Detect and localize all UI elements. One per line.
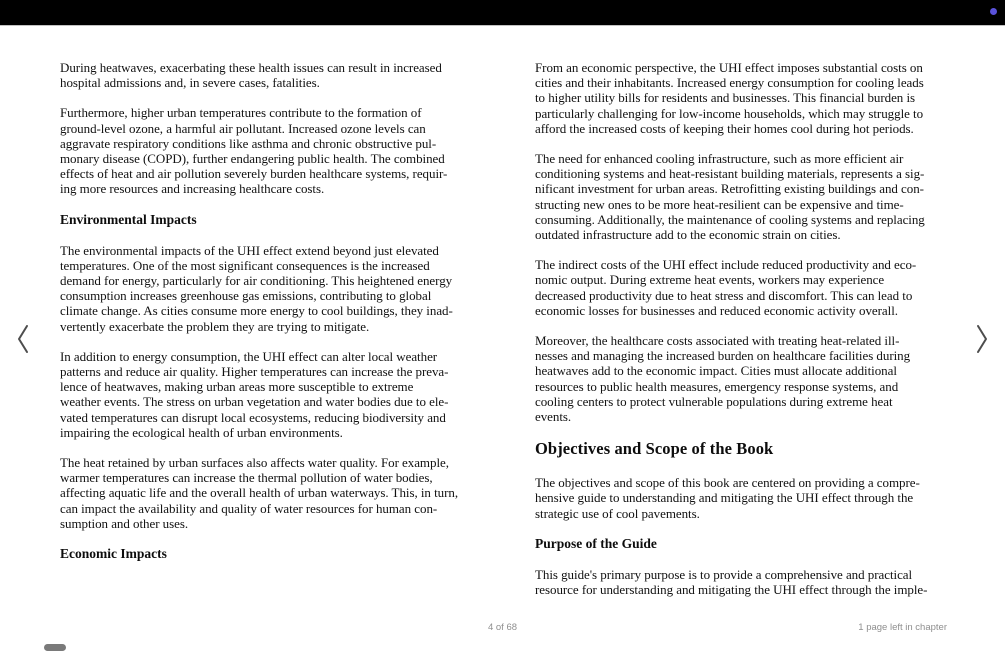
- text-line: affecting aquatic life and the overall health of urban waterways. This, in turn,: [60, 485, 459, 501]
- text-line: decreased productivity due to heat stress and discomfort. This can lead to: [535, 287, 913, 303]
- text-line: outdated infrastructure add to the economic strain on cities.: [535, 227, 841, 243]
- text-line: From an economic perspective, the UHI effect imposes substantial costs on: [535, 60, 923, 75]
- paragraph: [535, 60, 945, 136]
- previous-page-button[interactable]: [11, 322, 33, 358]
- paragraph: [60, 60, 470, 90]
- text-line: ground-level ozone, a harmful air pollutant. Increased ozone levels can: [60, 120, 426, 136]
- chapter-section-heading: Objectives and Scope of the Book: [535, 439, 774, 459]
- section-heading: Environmental Impacts: [60, 211, 197, 227]
- text-line: patterns and reduce air quality. Higher temperatures can increase the preva-: [60, 364, 449, 380]
- text-line: This guide's primary purpose is to provide a comprehensive and practical: [535, 566, 913, 582]
- text-line: ing more resources and increasing healthcare costs.: [60, 181, 325, 197]
- text-line: Moreover, the healthcare costs associated with treating heat-related ill-: [535, 333, 900, 349]
- text-line: to higher utility bills for residents and businesses. This financial burden is: [535, 90, 916, 106]
- next-page-button[interactable]: [971, 322, 993, 358]
- text-line: hospital admissions and, in severe cases, fatalities.: [60, 75, 320, 91]
- text-line: Furthermore, higher urban temperatures contribute to the formation of: [60, 105, 422, 121]
- text-line: temperatures. One of the most significant consequences is the increased: [60, 257, 430, 273]
- text-line: afford the increased costs of keeping their homes cool during hot periods.: [535, 120, 914, 136]
- text-line: conditioning systems and heat-resistant building materials, represents a sig-: [535, 166, 925, 182]
- text-line: aggravate respiratory conditions like asthma and chronic obstructive pul-: [60, 135, 437, 151]
- text-line: events.: [535, 409, 572, 425]
- text-line: The indirect costs of the UHI effect include reduced productivity and eco-: [535, 257, 917, 273]
- text-line: resources to public health measures, emergency response systems, and: [535, 378, 899, 394]
- paragraph: [535, 257, 945, 318]
- paragraph: [535, 567, 945, 597]
- text-line: resource for understanding and mitigating the UHI effect through the imple-: [535, 582, 928, 598]
- text-line: nomic output. During extreme heat events, workers may experience: [535, 272, 885, 288]
- text-line: nificant investment for urban areas. Retrofitting existing buildings and con-: [535, 181, 924, 197]
- reader-top-bar: [0, 0, 1005, 26]
- text-line: hensive guide to understanding and mitigating the UHI effect through the: [535, 490, 914, 506]
- text-line: structing new ones to be more heat-resilient can be expensive and time-: [535, 196, 904, 212]
- chevron-right-icon: [976, 324, 989, 357]
- paragraph: [60, 105, 470, 196]
- text-line: demand for energy, particularly for air conditioning. This heightened energy: [60, 273, 453, 289]
- page-position-label: 4 of 68: [487, 622, 518, 633]
- chevron-left-icon: [16, 324, 29, 357]
- text-line: particularly challenging for low-income households, which may struggle to: [535, 105, 924, 121]
- pages-left-in-chapter-label: 1 page left in chapter: [858, 622, 947, 633]
- page-right-column: [535, 60, 945, 612]
- paragraph: [535, 333, 945, 424]
- text-line: consuming. Additionally, the maintenance of cooling systems and replacing: [535, 211, 925, 227]
- text-line: cities and their inhabitants. Increased energy consumption for cooling leads: [535, 75, 924, 91]
- text-line: climate change. As cities consume more energy to cool buildings, they inad-: [60, 303, 453, 319]
- text-line: The environmental impacts of the UHI effect extend beyond just elevated: [60, 242, 439, 258]
- text-line: The heat retained by urban surfaces also affects water quality. For example,: [60, 455, 449, 471]
- text-line: nesses and managing the increased burden on healthcare facilities during: [535, 348, 911, 364]
- text-line: warmer temperatures can increase the thermal pollution of water bodies,: [60, 470, 433, 486]
- text-line: consumption increases greenhouse gas emissions, contributing to global: [60, 288, 432, 304]
- text-line: cooling centers to protect vulnerable populations during extreme heat: [535, 393, 893, 409]
- section-heading: Economic Impacts: [60, 546, 167, 562]
- text-line: monary disease (COPD), further endangering public health. The combined: [60, 151, 445, 167]
- text-line: lence of heatwaves, making urban areas more susceptible to extreme: [60, 379, 414, 395]
- text-line: The need for enhanced cooling infrastructure, such as more efficient air: [535, 151, 904, 167]
- text-line: can impact the availability and quality of water resources for human con-: [60, 500, 438, 516]
- text-line: The objectives and scope of this book are centered on providing a compre-: [535, 475, 920, 491]
- text-line: During heatwaves, exacerbating these health issues can result in increased: [60, 60, 442, 75]
- text-line: strategic use of cool pavements.: [535, 505, 700, 521]
- paragraph: [60, 243, 470, 334]
- paragraph: [535, 151, 945, 242]
- text-line: vertently exacerbate the problem they are trying to mitigate.: [60, 318, 370, 334]
- text-line: heatwaves add to the economic impact. Cities must allocate additional: [535, 363, 897, 379]
- text-line: vated temperatures can disrupt local ecosystems, reducing biodiversity and: [60, 409, 446, 425]
- paragraph: [60, 455, 470, 531]
- notification-dot-icon: [990, 8, 997, 15]
- section-heading: Purpose of the Guide: [535, 535, 657, 551]
- progress-handle[interactable]: [44, 644, 66, 651]
- text-line: weather events. The stress on urban vegetation and water bodies due to ele-: [60, 394, 449, 410]
- text-line: economic losses for businesses and reduced economic activity overall.: [535, 302, 898, 318]
- text-line: sumption and other uses.: [60, 515, 189, 531]
- page-left-column: [60, 60, 470, 612]
- book-page: [60, 60, 945, 612]
- text-line: impairing the ecological health of urban environments.: [60, 424, 343, 440]
- paragraph: [535, 475, 945, 521]
- text-line: effects of heat and air pollution severely burden healthcare systems, requir-: [60, 166, 448, 182]
- text-line: In addition to energy consumption, the UHI effect can alter local weather: [60, 348, 438, 364]
- paragraph: [60, 349, 470, 440]
